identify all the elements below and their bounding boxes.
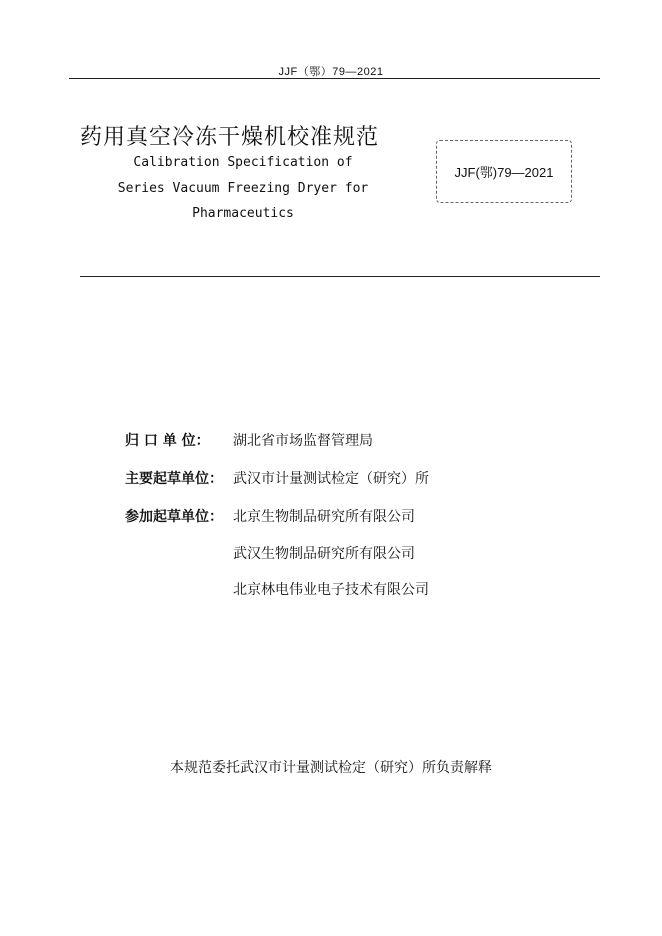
middle-rule [80,276,600,277]
org-row-main-drafter [125,468,429,488]
footer-note: 本规范委托武汉市计量测试检定（研究）所负责解释 [170,760,492,776]
org-label: 归 口 单 位： [125,433,210,449]
org-label: 参加起草单位： [125,509,223,525]
header-code: JJF（鄂）79—2021 [278,66,384,78]
org-row-participant [125,506,415,526]
top-rule [69,78,600,79]
org-value: 北京林电伟业电子技术有限公司 [233,582,429,598]
org-row-participant [125,543,415,563]
code-box-text: JJF(鄂)79—2021 [454,165,554,180]
title-chinese: 药用真空冷冻干燥机校准规范 [80,125,380,150]
org-row-participant [125,579,429,599]
title-english-line1: Calibration Specification of [133,155,353,170]
org-value: 武汉生物制品研究所有限公司 [233,546,415,562]
org-label: 主要起草单位： [125,471,223,487]
title-english-line3: Pharmaceutics [192,206,294,221]
org-value: 武汉市计量测试检定（研究）所 [233,471,429,487]
title-english-line2: Series Vacuum Freezing Dryer for [117,181,369,196]
org-row-responsible [125,430,373,450]
org-value: 北京生物制品研究所有限公司 [233,509,415,525]
code-box [436,140,572,203]
org-value: 湖北省市场监督管理局 [233,433,373,449]
